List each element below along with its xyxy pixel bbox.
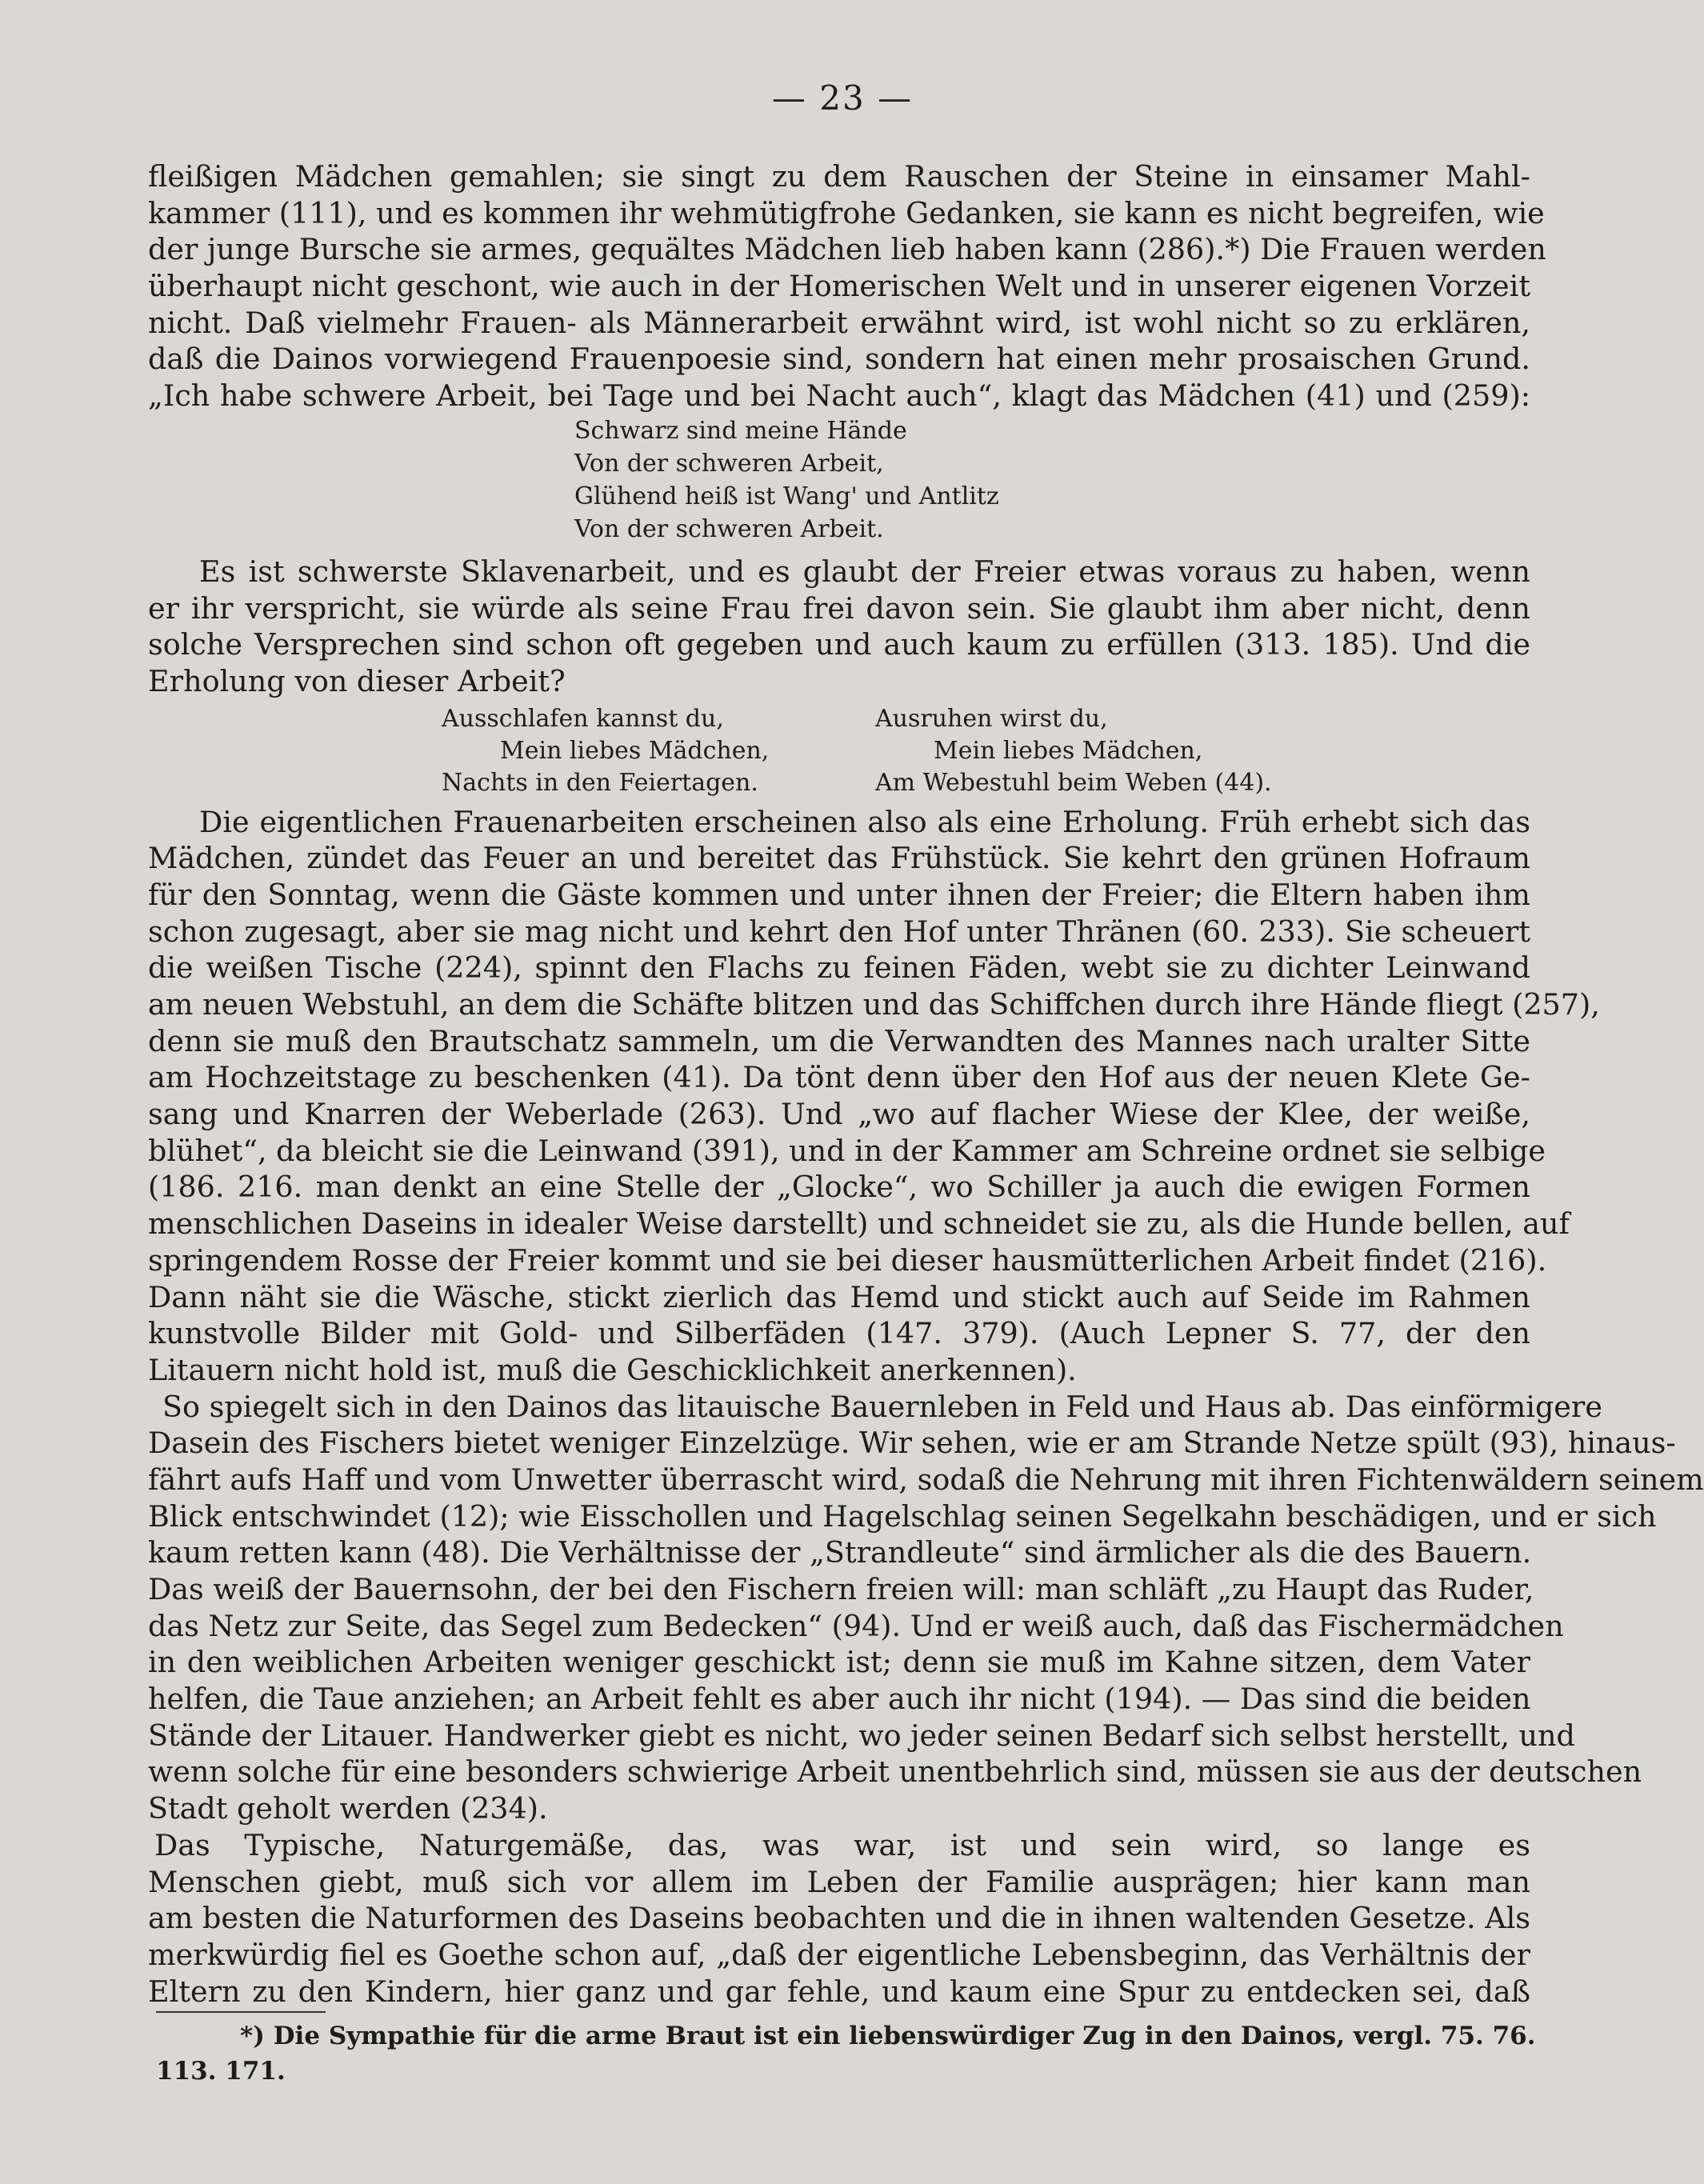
text-line: am Hochzeitstage zu beschenken (41). Da tönt denn über den Hof aus der neuen Klete Ge- (148, 1060, 1530, 1095)
text-line: menschlichen Daseins in idealer Weise darstellt) und schneidet sie zu, als die Hunde bellen, auf (148, 1206, 1570, 1242)
text-line: kaum retten kann (48). Die Verhältnisse der „Strandleute“ sind ärmlicher als die des Bauern. (148, 1535, 1532, 1570)
text-line: Dann näht sie die Wäsche, stickt zierlich das Hemd und stickt auch auf Seide im Rahmen (148, 1279, 1530, 1314)
text-line: in den weiblichen Arbeiten weniger geschickt ist; denn sie muß im Kahne sitzen, dem Vater (148, 1645, 1530, 1680)
text-line: fleißigen Mädchen gemahlen; sie singt zu dem Rauschen der Steine in einsamer Mahl- (148, 159, 1530, 194)
text-line: denn sie muß den Brautschatz sammeln, um die Verwandten des Mannes nach uralter Sitte (148, 1023, 1530, 1058)
verse-line: Ausschlafen kannst du, (442, 704, 724, 733)
verse-column-right (875, 703, 1275, 799)
verse-line: Am Webestuhl beim Weben (44). (875, 768, 1272, 797)
text-line: am neuen Webstuhl, an dem die Schäfte blitzen und das Schiffchen durch ihre Hände fliegt (257), (148, 987, 1600, 1022)
text-line: wenn solche für eine besonders schwierige Arbeit unentbehrlich sind, müssen sie aus der deutschen (148, 1754, 1642, 1790)
text-line: „Ich habe schwere Arbeit, bei Tage und bei Nacht auch“, klagt das Mädchen (41) und (259): (148, 378, 1530, 414)
text-line: die weißen Tische (224), spinnt den Flachs zu feinen Fäden, webt sie zu dichter Leinwand (148, 950, 1530, 986)
text-line: sang und Knarren der Weberlade (263). Und „wo auf flacher Wiese der Klee, der weiße, (148, 1097, 1530, 1132)
text-line: der junge Bursche sie armes, gequältes Mädchen lieb haben kann (286).*) Die Frauen werden (148, 232, 1546, 267)
text-line: Stände der Litauer. Handwerker giebt es nicht, wo jeder seinen Bedarf sich selbst herstellt, und (148, 1718, 1575, 1753)
text-line: Es ist schwerste Sklavenarbeit, und es glaubt der Freier etwas voraus zu haben, wenn (199, 554, 1530, 589)
text-line: So spiegelt sich in den Dainos das litauische Bauernleben in Feld und Haus ab. Das einförmigere (162, 1389, 1602, 1424)
paragraph-5 (148, 1827, 1530, 2010)
text-line: das Netz zur Seite, das Segel zum Bedecken“ (94). Und er weiß auch, daß das Fischermädchen (148, 1608, 1564, 1643)
text-line: er ihr verspricht, sie würde als seine Frau frei davon sein. Sie glaubt ihm aber nicht, denn (148, 590, 1530, 626)
verse-quote-2 (148, 703, 1530, 799)
verse-quote-1 (574, 414, 1530, 546)
text-line: helfen, die Taue anziehen; an Arbeit fehlt es aber auch ihr nicht (194). — Das sind die beiden (148, 1682, 1531, 1717)
verse-line: Schwarz sind meine Hände (574, 416, 907, 445)
text-line: Das Typische, Naturgemäße, das, was war, ist und sein wird, so lange es (154, 1827, 1530, 1862)
verse-line: Von der schweren Arbeit, (574, 449, 884, 478)
text-line: nicht. Daß vielmehr Frauen- als Männerarbeit erwähnt wird, ist wohl nicht so zu erklären, (148, 305, 1530, 340)
paragraph-3 (148, 804, 1600, 1389)
footnote-line: 113. 171. (156, 2057, 286, 2086)
text-line: merkwürdig fiel es Goethe schon auf, „daß der eigentliche Lebensbeginn, das Verhältnis der (148, 1937, 1530, 1972)
text-line: Stadt geholt werden (234). (148, 1791, 548, 1826)
verse-line: Ausruhen wirst du, (875, 704, 1108, 733)
text-line: Eltern zu den Kindern, hier ganz und gar fehle, und kaum eine Spur zu entdecken sei, daß (148, 1974, 1530, 2009)
text-line: springendem Rosse der Freier kommt und sie bei dieser hausmütterlichen Arbeit findet (216). (148, 1242, 1547, 1278)
text-line: Menschen giebt, muß sich vor allem im Leben der Familie ausprägen; hier kann man (148, 1864, 1530, 1899)
text-line: daß die Dainos vorwiegend Frauenpoesie sind, sondern hat einen mehr prosaischen Grund. (148, 342, 1530, 377)
text-line: Erholung von dieser Arbeit? (148, 663, 566, 698)
text-line: blühet“, da bleicht sie die Leinwand (391), und in der Kammer am Schreine ordnet sie selbige (148, 1133, 1546, 1168)
verse-line: Mein liebes Mädchen, (934, 736, 1203, 765)
footnote (156, 2018, 1536, 2089)
verse-line: Glühend heiß ist Wang' und Antlitz (574, 482, 999, 510)
paragraph-4 (148, 1389, 1704, 1827)
footnote-divider (156, 2011, 326, 2013)
footnote-line: *) Die Sympathie für die arme Braut ist ein liebenswürdiger Zug in den Dainos, vergl. 75. 76. (240, 2022, 1536, 2050)
text-line: Das weiß der Bauernsohn, der bei den Fischern freien will: man schläft „zu Haupt das Ruder, (148, 1572, 1534, 1606)
text-line: schon zugesagt, aber sie mag nicht und kehrt den Hof unter Thränen (60. 233). Sie scheuert (148, 914, 1530, 949)
text-line: Dasein des Fischers bietet weniger Einzelzüge. Wir sehen, wie er am Strande Netze spült (93), hinaus- (148, 1426, 1676, 1461)
text-line: am besten die Naturformen des Daseins beobachten und die in ihnen waltenden Gesetze. Als (148, 1901, 1530, 1936)
text-line: Litauern nicht hold ist, muß die Geschicklichkeit anerkennen). (148, 1352, 1077, 1387)
text-line: Die eigentlichen Frauenarbeiten erscheinen also als eine Erholung. Früh erhebt sich das (199, 804, 1530, 839)
verse-column-left (442, 703, 875, 799)
text-line: für den Sonntag, wenn die Gäste kommen und unter ihnen der Freier; die Eltern haben ihm (148, 877, 1530, 912)
paragraph-1 (148, 158, 1546, 414)
text-line: Blick entschwindet (12); wie Eisschollen und Hagelschlag seinen Segelkahn beschädigen, und er sich (148, 1498, 1657, 1534)
text-line: solche Versprechen sind schon oft gegeben und auch kaum zu erfüllen (313. 185). Und die (148, 627, 1530, 662)
paragraph-2 (148, 554, 1530, 700)
text-line: überhaupt nicht geschont, wie auch in der Homerischen Welt und in unserer eigenen Vorzeit (148, 269, 1530, 304)
verse-line: Von der schweren Arbeit. (574, 514, 884, 543)
main-text (148, 158, 1704, 2010)
text-line: fährt aufs Haff und vom Unwetter überrascht wird, sodaß die Nehrung mit ihren Fichtenwäldern seinem (148, 1462, 1704, 1497)
text-line: (186. 216. man denkt an eine Stelle der „Glocke“, wo Schiller ja auch die ewigen Formen (148, 1170, 1530, 1205)
verse-line: Nachts in den Feiertagen. (442, 768, 758, 797)
verse-line: Mein liebes Mädchen, (500, 736, 770, 765)
text-line: kunstvolle Bilder mit Gold- und Silberfäden (147. 379). (Auch Lepner S. 77, der den (148, 1316, 1530, 1351)
page-number: — 23 — (771, 78, 914, 118)
text-line: Mädchen, zündet das Feuer an und bereitet das Frühstück. Sie kehrt den grünen Hofraum (148, 841, 1530, 876)
text-line: kammer (111), und es kommen ihr wehmütigfrohe Gedanken, sie kann es nicht begreifen, wie (148, 195, 1545, 230)
